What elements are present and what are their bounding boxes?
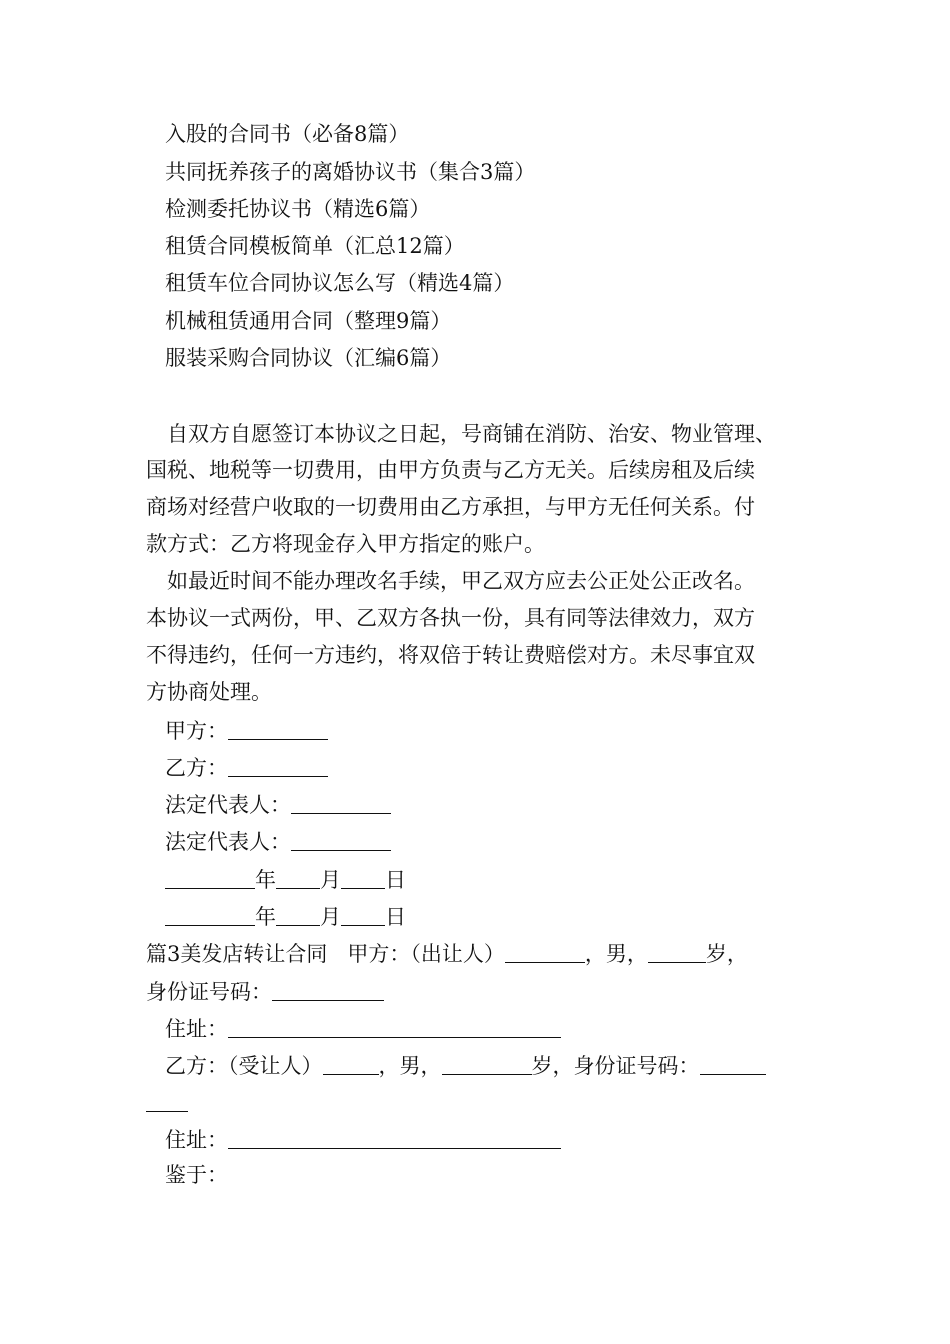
party-b-label: 乙方：	[165, 756, 228, 780]
list-item[interactable]: 机械租赁通用合同（整理9篇）	[165, 309, 452, 333]
list-item[interactable]: 检测委托协议书（精选6篇）	[165, 197, 431, 221]
party-a-intro: 甲方：（出让人）	[347, 942, 505, 966]
address-label: 住址：	[165, 1017, 228, 1041]
legal-rep-blank[interactable]	[291, 830, 391, 851]
party-b-name-blank[interactable]	[323, 1054, 379, 1075]
legal-rep-2	[165, 830, 391, 853]
party-a-age-blank[interactable]	[648, 942, 706, 963]
year-label: 年	[255, 868, 276, 892]
address-label: 住址：	[165, 1128, 228, 1152]
party-a-label: 甲方：	[165, 719, 228, 743]
month-label: 月	[320, 868, 341, 892]
party-a-address-blank[interactable]	[228, 1017, 561, 1038]
month-blank[interactable]	[276, 905, 320, 926]
paragraph-line: 款方式：乙方将现金存入甲方指定的账户。	[146, 532, 545, 556]
list-item[interactable]: 共同抚养孩子的离婚协议书（集合3篇）	[165, 160, 536, 184]
day-label: 日	[385, 868, 406, 892]
party-b-address-blank[interactable]	[228, 1128, 561, 1149]
party-b-id-blank[interactable]	[700, 1054, 766, 1075]
paragraph-line: 方协商处理。	[146, 680, 272, 704]
day-blank[interactable]	[341, 905, 385, 926]
party-a-id-line	[146, 980, 384, 1003]
legal-rep-label: 法定代表人：	[165, 830, 291, 854]
legal-rep-blank[interactable]	[291, 793, 391, 814]
party-b-address-line	[165, 1128, 561, 1151]
year-blank[interactable]	[165, 868, 255, 889]
age-id-label: 岁，身份证号码：	[531, 1054, 700, 1078]
legal-rep-label: 法定代表人：	[165, 793, 291, 817]
date-line	[165, 868, 406, 891]
list-item[interactable]: 租赁车位合同协议怎么写（精选4篇）	[165, 271, 515, 295]
date-line	[165, 905, 406, 928]
party-b-intro: 乙方：（受让人）	[165, 1054, 323, 1078]
party-a-signature	[165, 719, 328, 742]
paragraph-line: 本协议一式两份，甲、乙双方各执一份，具有同等法律效力，双方	[146, 606, 755, 630]
section-3-heading-line	[146, 942, 748, 965]
gender-label: ，男，	[584, 942, 648, 966]
gender-label: ，男，	[378, 1054, 442, 1078]
party-a-address-line	[165, 1017, 561, 1040]
party-b-blank[interactable]	[228, 756, 328, 777]
legal-rep-1	[165, 793, 391, 816]
paragraph-line: 商场对经营户收取的一切费用由乙方承担，与甲方无任何关系。付	[146, 495, 755, 519]
list-item[interactable]: 租赁合同模板简单（汇总12篇）	[165, 234, 465, 258]
section-3-title: 篇3美发店转让合同	[146, 942, 328, 966]
party-a-blank[interactable]	[228, 719, 328, 740]
day-blank[interactable]	[341, 868, 385, 889]
party-b-id-continuation	[146, 1091, 188, 1114]
paragraph-line: 国税、地税等一切费用，由甲方负责与乙方无关。后续房租及后续	[146, 458, 755, 482]
id-label: 身份证号码：	[146, 980, 272, 1004]
paragraph-line: 不得违约，任何一方违约，将双倍于转让费赔偿对方。未尽事宜双	[146, 643, 755, 667]
whereas-line: 鉴于：	[165, 1163, 228, 1187]
party-a-name-blank[interactable]	[505, 942, 585, 963]
list-item[interactable]: 入股的合同书（必备8篇）	[165, 122, 410, 146]
age-label: 岁，	[705, 942, 748, 966]
party-b-id-blank-cont[interactable]	[146, 1091, 188, 1112]
list-item[interactable]: 服装采购合同协议（汇编6篇）	[165, 346, 452, 370]
party-a-id-blank[interactable]	[272, 980, 384, 1001]
day-label: 日	[385, 905, 406, 929]
year-blank[interactable]	[165, 905, 255, 926]
party-b-signature	[165, 756, 328, 779]
month-blank[interactable]	[276, 868, 320, 889]
year-label: 年	[255, 905, 276, 929]
paragraph-line: 自双方自愿签订本协议之日起，号商铺在消防、治安、物业管理、	[167, 422, 776, 446]
party-b-age-blank[interactable]	[442, 1054, 532, 1075]
month-label: 月	[320, 905, 341, 929]
party-b-intro-line	[165, 1054, 766, 1077]
paragraph-line: 如最近时间不能办理改名手续，甲乙双方应去公正处公正改名。	[167, 569, 755, 593]
